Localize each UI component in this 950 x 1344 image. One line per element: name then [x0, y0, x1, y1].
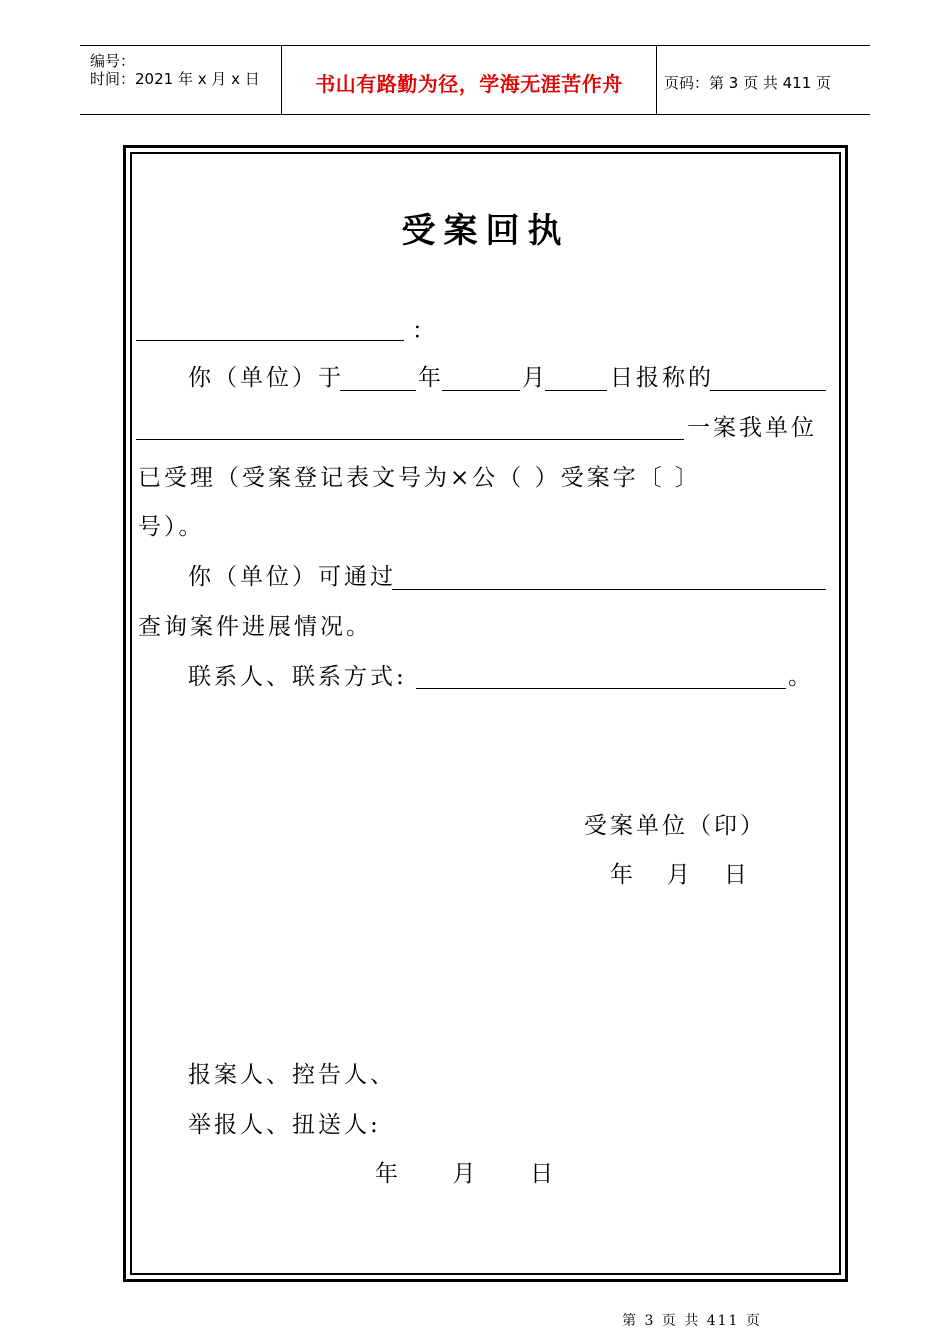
accepting-unit-date: 年 月 日 — [610, 862, 750, 888]
header-motto-cell — [281, 46, 657, 114]
contact-blank[interactable] — [416, 688, 786, 689]
page-footer: 第 3 页 共 411 页 — [622, 1313, 762, 1329]
report-day-blank[interactable] — [545, 390, 607, 391]
case-accepted-text: 一案我单位 — [687, 415, 817, 441]
case-registration-end: 号）。 — [138, 514, 205, 540]
header-motto: 书山有路勤为径，学海无涯苦作舟 — [315, 72, 623, 96]
header-meta — [80, 46, 281, 114]
report-year-label: 年 — [418, 365, 444, 391]
contact-label: 联系人、联系方式: — [188, 664, 407, 690]
report-day-label: 日报称的 — [610, 365, 714, 391]
contact-period: 。 — [788, 664, 814, 690]
report-month-blank[interactable] — [442, 390, 520, 391]
case-name-blank-2[interactable] — [136, 439, 684, 440]
page-header — [80, 45, 870, 115]
inquiry-prefix: 你（单位）可通过 — [188, 564, 396, 590]
accepting-unit-seal: 受案单位（印） — [584, 813, 766, 839]
inquiry-suffix: 查询案件进展情况。 — [138, 614, 372, 640]
form-title: 受案回执 — [401, 211, 570, 251]
report-month-label: 月 — [522, 365, 548, 391]
report-date-prefix: 你（单位）于 — [188, 365, 344, 391]
header-page-cell — [656, 46, 870, 114]
document-number-label: 编号： — [90, 52, 136, 70]
document-time-label: 时间：2021 年 x 月 x 日 — [90, 70, 260, 88]
reporter-date: 年 月 日 — [375, 1161, 557, 1187]
case-registration-text: 已受理（受案登记表文号为×公（ ）受案字〔 〕 — [138, 465, 701, 491]
reporter-label-1: 报案人、控告人、 — [188, 1062, 396, 1088]
inquiry-method-blank[interactable] — [392, 589, 826, 590]
header-page-number: 页码：第 3 页 共 411 页 — [664, 74, 832, 92]
addressee-colon: ： — [412, 318, 438, 344]
report-year-blank[interactable] — [340, 390, 416, 391]
case-name-blank-1[interactable] — [710, 390, 826, 391]
reporter-label-2: 举报人、扭送人: — [188, 1112, 381, 1138]
form-border-inner — [130, 152, 841, 1275]
addressee-blank[interactable] — [136, 340, 404, 341]
